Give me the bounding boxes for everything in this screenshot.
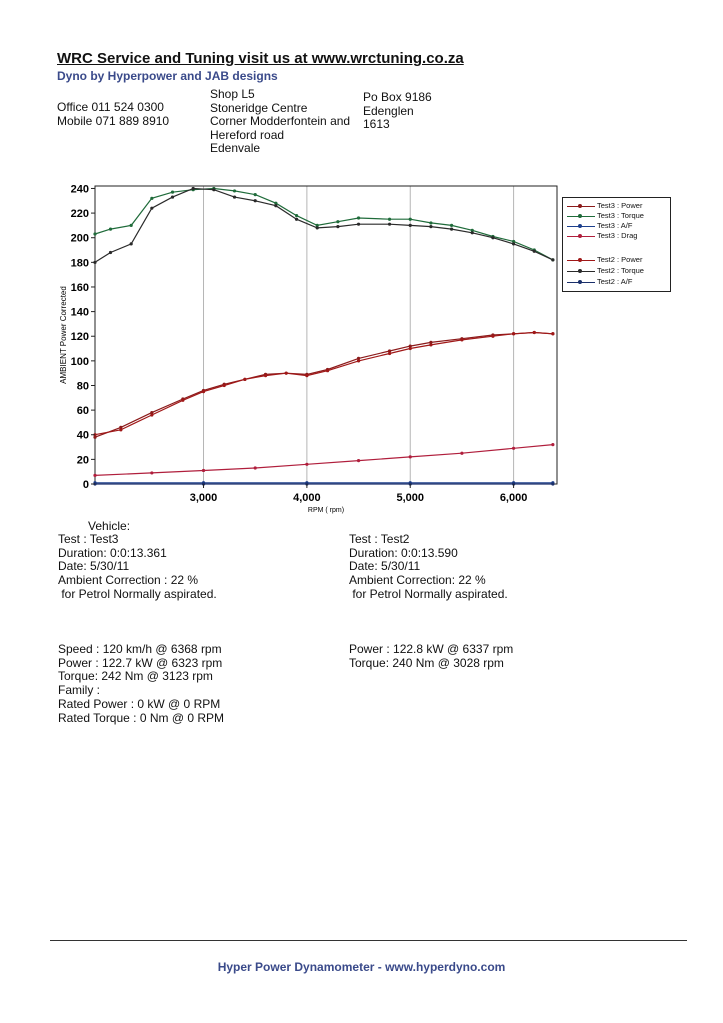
data-point: [243, 378, 246, 381]
plot-frame: [95, 186, 557, 484]
series-test2-power: [93, 331, 554, 436]
data-point: [336, 220, 339, 223]
data-point: [305, 374, 308, 377]
address-line: Corner Modderfontein and: [210, 114, 351, 128]
data-point: [181, 399, 184, 402]
data-point: [202, 469, 205, 472]
y-tick-label: 200: [70, 232, 89, 245]
data-point: [192, 187, 195, 190]
test2-date: Date: 5/30/11: [349, 559, 421, 574]
data-point: [264, 374, 267, 377]
series-line: [95, 189, 553, 260]
result-torque: Torque: 242 Nm @ 3123 rpm: [58, 669, 213, 684]
data-point: [130, 242, 133, 245]
series-line: [95, 189, 553, 263]
y-tick-label: 140: [70, 306, 89, 319]
result-family: Family :: [58, 683, 100, 698]
data-point: [171, 195, 174, 198]
legend-item: [563, 278, 670, 287]
data-point: [254, 199, 257, 202]
series-test3-power: [93, 331, 554, 439]
data-point: [357, 459, 360, 462]
y-tick-label: 180: [70, 257, 89, 270]
legend-label: Test2 : Power: [597, 255, 643, 264]
test2-duration: Duration: 0:0:13.590: [349, 545, 458, 560]
test3-results: [58, 643, 224, 725]
data-point: [471, 231, 474, 234]
data-point: [295, 218, 298, 221]
data-point: [202, 390, 205, 393]
address-block: [210, 88, 350, 156]
result-rated-power: Rated Power : 0 kW @ 0 RPM: [58, 696, 221, 711]
data-point: [150, 197, 153, 200]
pobox-line: Edenglen: [363, 103, 414, 118]
x-axis-label: RPM ( rpm): [307, 507, 345, 514]
data-point: [460, 338, 463, 341]
legend-item: [563, 267, 670, 276]
data-point: [233, 189, 236, 192]
data-point: [429, 225, 432, 228]
test3-duration: Duration: 0:0:13.361: [58, 545, 167, 560]
data-point: [233, 195, 236, 198]
legend-label: Test3 : Power: [597, 201, 643, 210]
data-point: [551, 482, 554, 485]
data-point: [357, 216, 360, 219]
test3-name: Test : Test3: [58, 532, 119, 546]
vehicle-label: Vehicle:: [88, 519, 131, 533]
legend-label: Test3 : Torque: [597, 211, 644, 220]
data-point: [450, 227, 453, 230]
data-point: [491, 335, 494, 338]
legend-item: [563, 232, 670, 241]
data-point: [357, 223, 360, 226]
x-tick-label: 3,000: [189, 492, 218, 504]
y-tick-label: 160: [70, 281, 89, 294]
dyno-chart: [60, 178, 570, 523]
pobox-line: 1613: [363, 117, 390, 131]
phone-block: [57, 101, 169, 128]
test2-results: [349, 643, 513, 670]
data-point: [295, 214, 298, 217]
data-point: [388, 223, 391, 226]
legend-label: Test2 : Torque: [597, 266, 644, 275]
footer-text: Hyper Power Dynamometer - www.hyperdyno.com: [217, 960, 506, 974]
data-point: [171, 191, 174, 194]
data-point: [150, 207, 153, 210]
page-subtitle: Dyno by Hyperpower and JAB designs: [57, 69, 278, 83]
data-point: [551, 443, 554, 446]
x-tick-label: 6,000: [499, 492, 528, 504]
legend-marker: [578, 234, 582, 238]
legend-marker: [578, 204, 582, 208]
data-point: [150, 471, 153, 474]
series-test3-torque: [93, 187, 554, 262]
office-phone: Office 011 524 0300: [57, 100, 164, 114]
legend-marker: [578, 269, 582, 273]
data-point: [533, 250, 536, 253]
test2-name: Test : Test2: [349, 532, 410, 546]
y-tick-label: 240: [70, 183, 89, 196]
chart-legend: [562, 197, 671, 292]
y-tick-label: 120: [70, 331, 89, 344]
series-group: [93, 187, 554, 486]
legend-marker: [578, 280, 582, 284]
data-point: [119, 428, 122, 431]
result-power: Power : 122.7 kW @ 6323 rpm: [58, 655, 223, 670]
data-point: [512, 447, 515, 450]
test3-correction: Ambient Correction : 22 %: [58, 573, 199, 588]
address-line: Stoneridge Centre: [210, 100, 308, 115]
y-tick-label: 60: [76, 405, 89, 418]
data-point: [305, 463, 308, 466]
series-line: [95, 333, 553, 438]
data-point: [551, 258, 554, 261]
legend-item: [563, 202, 670, 211]
y-tick-label: 40: [76, 429, 89, 442]
data-point: [533, 331, 536, 334]
data-point: [109, 227, 112, 230]
y-axis-label: AMBIENT Power Corrected: [59, 286, 68, 384]
data-point: [409, 218, 412, 221]
test3-date: Date: 5/30/11: [58, 559, 130, 574]
y-tick-label: 100: [70, 355, 89, 368]
legend-item: [563, 222, 670, 231]
data-point: [357, 359, 360, 362]
data-point: [254, 466, 257, 469]
series-line: [95, 333, 553, 435]
data-point: [285, 372, 288, 375]
data-point: [512, 332, 515, 335]
pobox-line: Po Box 9186: [363, 90, 432, 104]
test2-details: [349, 533, 508, 602]
test2-fuel: for Petrol Normally aspirated.: [349, 586, 508, 601]
result-power: Power : 122.8 kW @ 6337 rpm: [349, 642, 514, 656]
data-point: [450, 224, 453, 227]
result-torque: Torque: 240 Nm @ 3028 rpm: [349, 655, 504, 670]
data-point: [93, 474, 96, 477]
address-line: Shop L5: [210, 87, 255, 101]
data-point: [316, 226, 319, 229]
test3-fuel: for Petrol Normally aspirated.: [58, 586, 217, 601]
series-test2-torque: [93, 187, 554, 264]
data-point: [551, 332, 554, 335]
data-point: [512, 242, 515, 245]
data-point: [429, 343, 432, 346]
data-point: [130, 224, 133, 227]
address-line: Hereford road: [210, 127, 285, 142]
data-point: [109, 251, 112, 254]
series-line: [95, 445, 553, 476]
data-point: [491, 236, 494, 239]
result-speed: Speed : 120 km/h @ 6368 rpm: [58, 642, 222, 656]
y-axis-ticks: [71, 183, 95, 491]
test3-details: [58, 533, 217, 602]
legend-label: Test2 : A/F: [597, 277, 633, 286]
address-line: Edenvale: [210, 141, 261, 155]
legend-item: [563, 256, 670, 265]
y-tick-label: 20: [76, 454, 89, 467]
legend-marker: [578, 258, 582, 262]
data-point: [326, 369, 329, 372]
legend-label: Test3 : Drag: [597, 231, 638, 240]
data-point: [93, 232, 96, 235]
x-axis-ticks: [190, 484, 528, 504]
data-point: [460, 452, 463, 455]
data-point: [409, 224, 412, 227]
data-point: [254, 193, 257, 196]
data-point: [388, 218, 391, 221]
data-point: [150, 413, 153, 416]
mobile-phone: Mobile 071 889 8910: [57, 113, 170, 128]
data-point: [409, 455, 412, 458]
footer-divider: [50, 940, 687, 941]
y-tick-label: 220: [70, 208, 89, 221]
x-tick-label: 4,000: [293, 492, 321, 504]
pobox-block: [363, 91, 432, 132]
y-tick-label: 80: [76, 380, 89, 393]
data-point: [388, 352, 391, 355]
x-tick-label: 5,000: [396, 492, 425, 504]
data-point: [212, 188, 215, 191]
legend-marker: [578, 214, 582, 218]
data-point: [336, 225, 339, 228]
page-title: WRC Service and Tuning visit us at www.wrctuning.co.za: [57, 50, 464, 67]
legend-label: Test3 : A/F: [597, 221, 633, 230]
y-tick-label: 0: [82, 479, 89, 491]
data-point: [274, 204, 277, 207]
legend-item: [563, 212, 670, 221]
chart-grid: [204, 186, 514, 484]
data-point: [223, 384, 226, 387]
series-test3-drag: [93, 443, 554, 477]
data-point: [409, 347, 412, 350]
data-point: [429, 221, 432, 224]
legend-marker: [578, 224, 582, 228]
result-rated-torque: Rated Torque : 0 Nm @ 0 RPM: [58, 710, 225, 725]
test2-correction: Ambient Correction: 22 %: [349, 573, 486, 588]
